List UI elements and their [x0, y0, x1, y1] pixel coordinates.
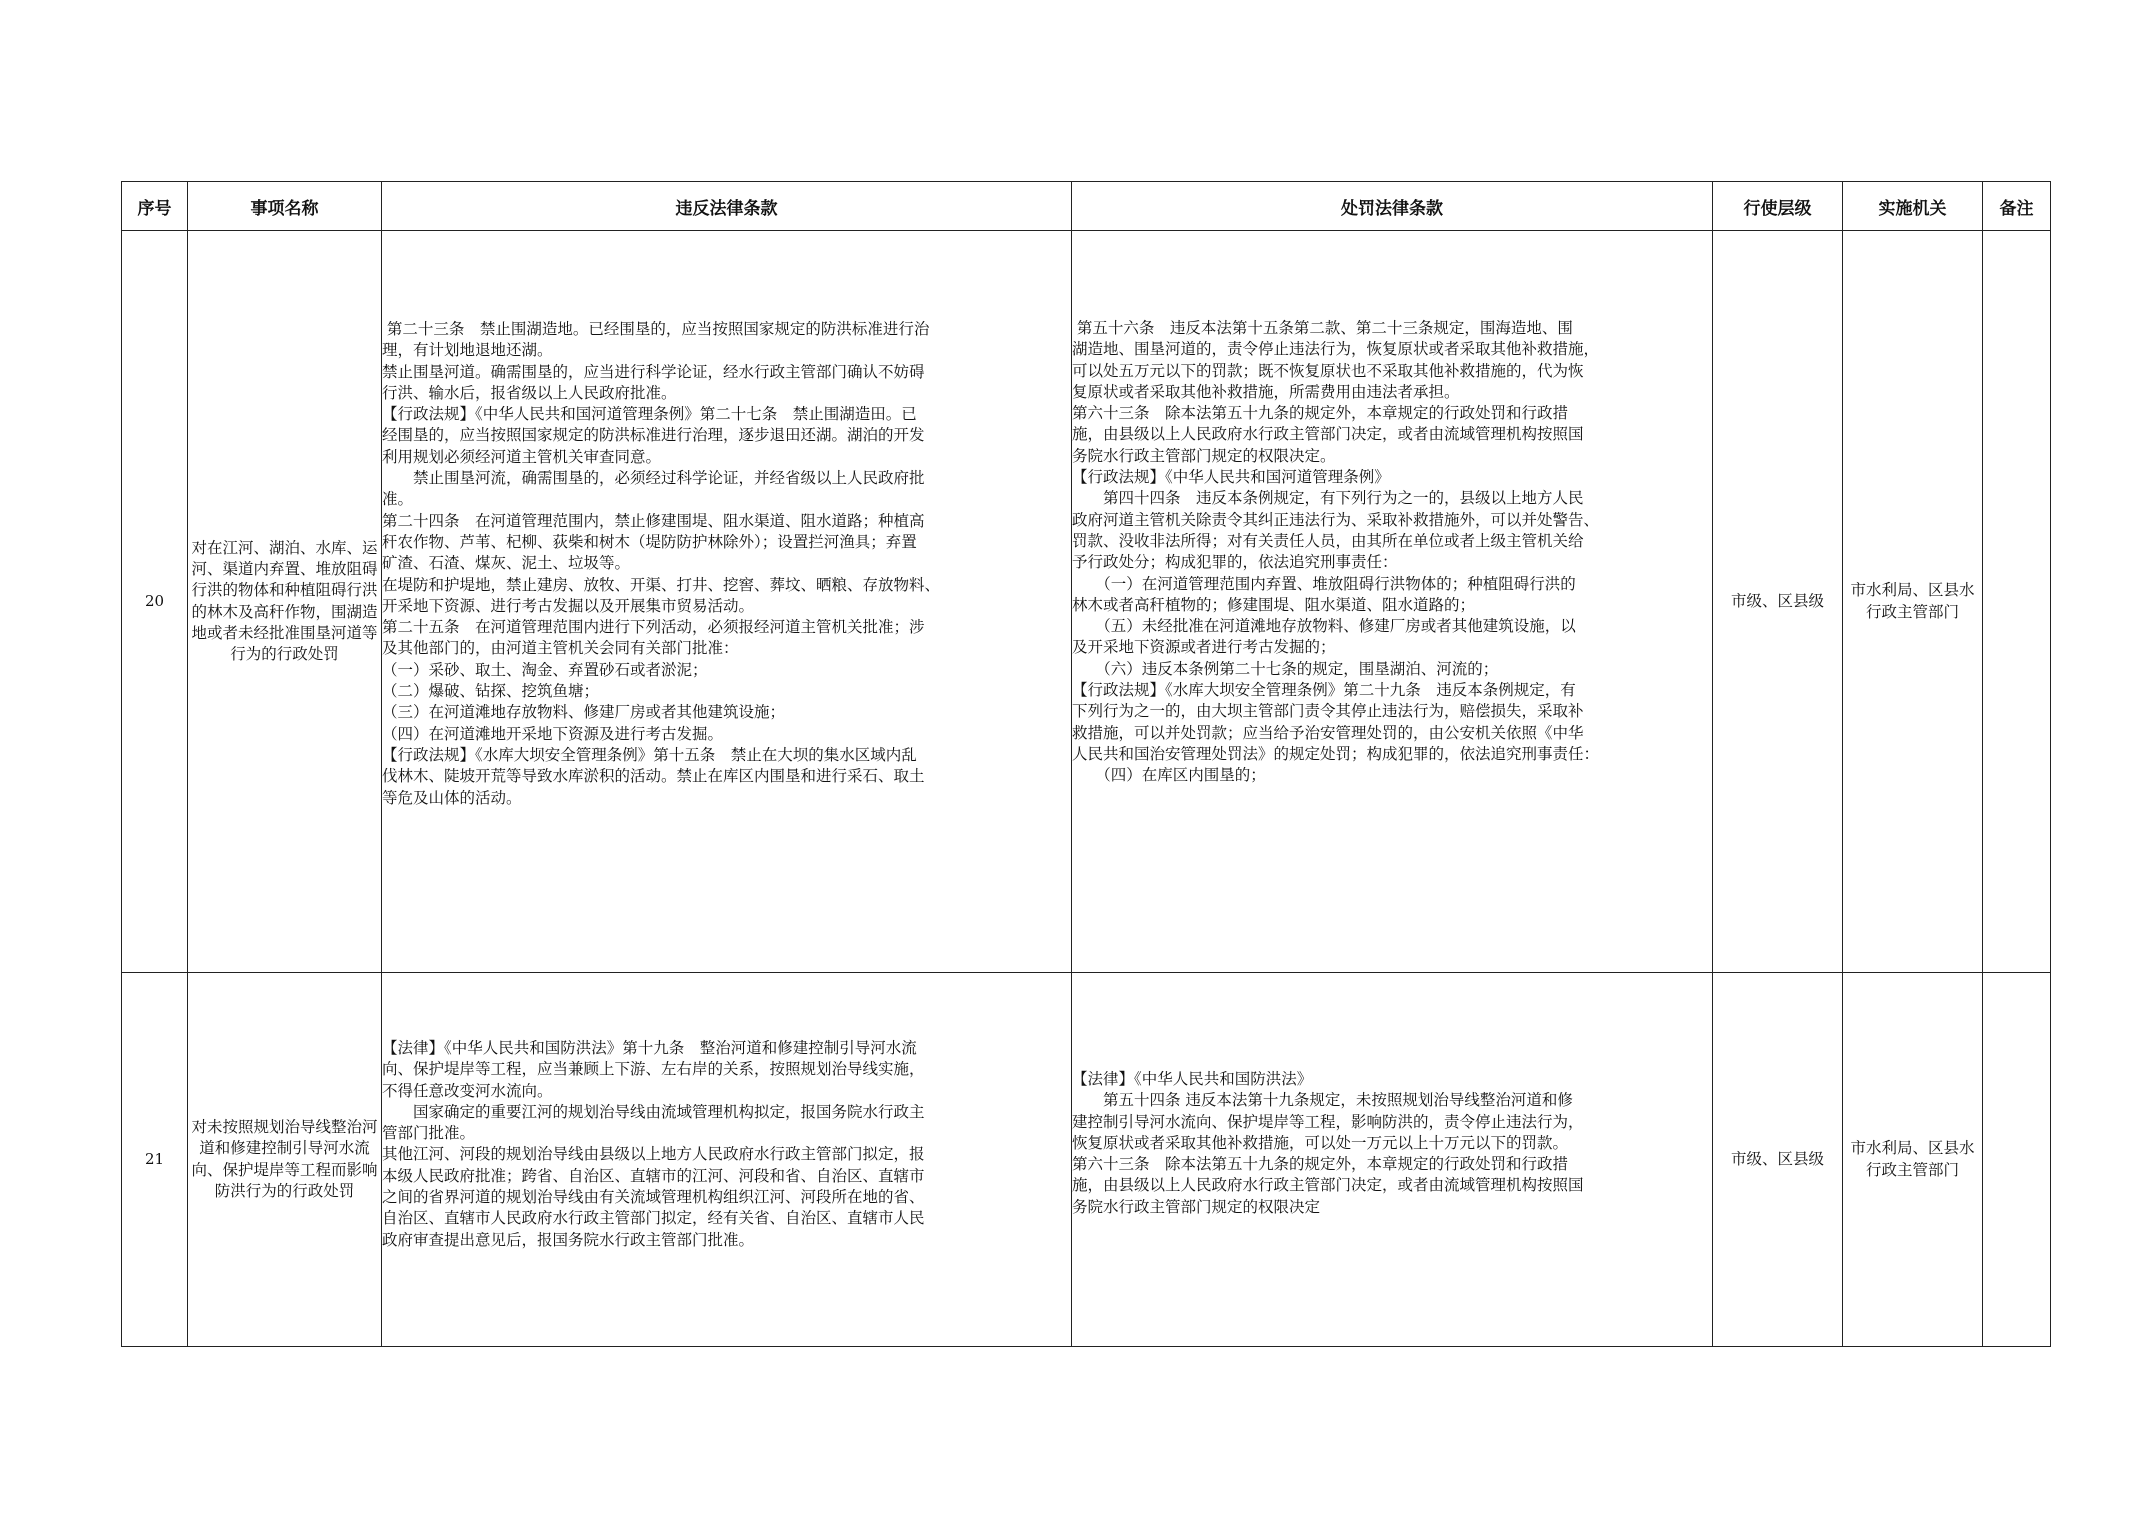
clause-line: 政府审查提出意见后，报国务院水行政主管部门批准。 [382, 1230, 755, 1249]
clause-line: 在堤防和护堤地，禁止建房、放牧、开渠、打井、挖窖、葬坟、晒粮、存放物料、 [382, 575, 941, 594]
clause-line: 之间的省界河道的规划治导线由有关流域管理机构组织江河、河段所在地的省、 [382, 1188, 925, 1207]
clause-line: 【行政法规】《水库大坝安全管理条例》第十五条 禁止在大坝的集水区域内乱 [382, 745, 917, 764]
header-seq: 序号 [122, 182, 188, 231]
clause-line: 及其他部门的，由河道主管机关会同有关部门批准： [382, 639, 739, 658]
clause-line: 人民共和国治安管理处罚法》的规定处罚；构成犯罪的，依法追究刑事责任： [1072, 744, 1600, 763]
clause-line: 第二十三条 禁止围湖造地。已经围垦的，应当按照国家规定的防洪标准进行治 [382, 320, 930, 338]
clause-line: （三）在河道滩地存放物料、修建厂房或者其他建筑设施； [382, 703, 786, 722]
clause-line: 湖造地、围垦河道的，责令停止违法行为，恢复原状或者采取其他补救措施， [1072, 340, 1600, 359]
clause-line: （四）在库区内围垦的； [1072, 766, 1266, 785]
clause-line: 第六十三条 除本法第五十九条的规定外，本章规定的行政处罚和行政措 [1072, 404, 1569, 423]
row-level: 市级、区县级 [1713, 231, 1843, 973]
clause-line: （一）在河道管理范围内弃置、堆放阻碍行洪物体的；种植阻碍行洪的 [1072, 574, 1576, 593]
clause-line: 【法律】《中华人民共和国防洪法》第十九条 整治河道和修建控制引导河水流 [382, 1039, 917, 1057]
clause-line: 第六十三条 除本法第五十九条的规定外，本章规定的行政处罚和行政措 [1072, 1155, 1569, 1174]
row-seq: 20 [122, 231, 188, 973]
row-remark [1983, 231, 2051, 973]
clause-line: 经围垦的，应当按照国家规定的防洪标准进行治理，逐步退田还湖。湖泊的开发 [382, 426, 925, 445]
row-remark [1983, 973, 2051, 1347]
clause-line: 施，由县级以上人民政府水行政主管部门决定，或者由流域管理机构按照国 [1072, 1176, 1584, 1195]
header-item-name: 事项名称 [188, 182, 382, 231]
clause-line: 向、保护堤岸等工程，应当兼顾上下游、左右岸的关系，按照规划治导线实施， [382, 1060, 925, 1079]
header-authority: 实施机关 [1843, 182, 1983, 231]
row-level: 市级、区县级 [1713, 973, 1843, 1347]
clause-line: 务院水行政主管部门规定的权限决定。 [1072, 446, 1336, 465]
clause-line: 禁止围垦河流，确需围垦的，必须经过科学论证，并经省级以上人民政府批 [382, 469, 925, 488]
clause-line: 国家确定的重要江河的规划治导线由流域管理机构拟定，报国务院水行政主 [382, 1102, 925, 1121]
clause-line: 【行政法规】《中华人民共和国河道管理条例》 [1072, 468, 1390, 487]
clause-line: （五）未经批准在河道滩地存放物料、修建厂房或者其他建筑设施，以 [1072, 617, 1576, 636]
clause-line: 等危及山体的活动。 [382, 788, 522, 807]
clause-line: 其他江河、河段的规划治导线由县级以上地方人民政府水行政主管部门拟定，报 [382, 1145, 925, 1164]
enforcement-items-table [121, 181, 2051, 1347]
row-violation-clauses [382, 973, 1072, 1347]
clause-line: 行洪、输水后，报省级以上人民政府批准。 [382, 383, 677, 402]
clause-line: 政府河道主管机关除责令其纠正违法行为、采取补救措施外，可以并处警告、 [1072, 510, 1600, 529]
clause-line: 【法律】《中华人民共和国防洪法》 [1072, 1070, 1313, 1088]
clause-line: 第二十四条 在河道管理范围内，禁止修建围堤、阻水渠道、阻水道路；种植高 [382, 511, 925, 530]
clause-line: 第五十六条 违反本法第十五条第二款、第二十三条规定，围海造地、围 [1072, 319, 1573, 337]
clause-line: （一）采砂、取土、淘金、弃置砂石或者淤泥； [382, 660, 708, 679]
clause-line: 管部门批准。 [382, 1124, 476, 1143]
clause-line: 理，有计划地退地还湖。 [382, 341, 553, 360]
clause-line: 恢复原状或者采取其他补救措施，可以处一万元以上十万元以下的罚款。 [1072, 1133, 1569, 1152]
clause-line: 伐林木、陡坡开荒等导致水库淤积的活动。禁止在库区内围垦和进行采石、取土 [382, 767, 925, 786]
clause-line: 救措施，可以并处罚款；应当给予治安管理处罚的，由公安机关依照《中华 [1072, 723, 1584, 742]
clause-line: （二）爆破、钻探、挖筑鱼塘； [382, 682, 600, 701]
clause-line: 【行政法规】《中华人民共和国河道管理条例》第二十七条 禁止围湖造田。已 [382, 405, 917, 424]
header-level: 行使层级 [1713, 182, 1843, 231]
clause-line: 秆农作物、芦苇、杞柳、荻柴和树木（堤防防护林除外）；设置拦河渔具；弃置 [382, 532, 917, 551]
header-penalty: 处罚法律条款 [1072, 182, 1713, 231]
header-row [122, 182, 2051, 231]
row-authority: 市水利局、区县水行政主管部门 [1843, 973, 1983, 1347]
row-item-name: 对未按照规划治导线整治河道和修建控制引导河水流向、保护堤岸等工程而影响防洪行为的行政处罚 [188, 973, 382, 1347]
clause-line: 及开采地下资源或者进行考古发掘的； [1072, 638, 1336, 657]
row-penalty-clauses [1072, 973, 1713, 1347]
clause-line: 第二十五条 在河道管理范围内进行下列活动，必须报经河道主管机关批准；涉 [382, 618, 925, 637]
clause-line: 【行政法规】《水库大坝安全管理条例》第二十九条 违反本条例规定，有 [1072, 681, 1576, 700]
clause-line: 予行政处分；构成犯罪的，依法追究刑事责任： [1072, 553, 1398, 572]
clause-line: 本级人民政府批准；跨省、自治区、直辖市的江河、河段和省、自治区、直辖市 [382, 1166, 925, 1185]
clause-line: 开采地下资源、进行考古发掘以及开展集市贸易活动。 [382, 596, 755, 615]
clause-line: 矿渣、石渣、煤灰、泥土、垃圾等。 [382, 554, 631, 573]
clause-line: 第五十四条 违反本法第十九条规定，未按照规划治导线整治河道和修 [1072, 1091, 1573, 1110]
clause-line: 准。 [382, 490, 414, 509]
clause-line: 利用规划必须经河道主管机关审查同意。 [382, 447, 662, 466]
clause-line: 务院水行政主管部门规定的权限决定 [1072, 1197, 1321, 1216]
row-authority: 市水利局、区县水行政主管部门 [1843, 231, 1983, 973]
clause-line: 罚款、没收非法所得；对有关责任人员，由其所在单位或者上级主管机关给 [1072, 531, 1584, 550]
clause-line: （四）在河道滩地开采地下资源及进行考古发掘。 [382, 724, 724, 743]
clause-line: （六）违反本条例第二十七条的规定，围垦湖泊、河流的； [1072, 659, 1499, 678]
header-remark: 备注 [1983, 182, 2051, 231]
row-penalty-clauses [1072, 231, 1713, 973]
clause-line: 复原状或者采取其他补救措施，所需费用由违法者承担。 [1072, 382, 1460, 401]
clause-line: 林木或者高秆植物的；修建围堤、阻水渠道、阻水道路的； [1072, 595, 1476, 614]
header-violation: 违反法律条款 [382, 182, 1072, 231]
clause-line: 下列行为之一的，由大坝主管部门责令其停止违法行为，赔偿损失，采取补 [1072, 702, 1584, 721]
clause-line: 施，由县级以上人民政府水行政主管部门决定，或者由流域管理机构按照国 [1072, 425, 1584, 444]
clause-line: 禁止围垦河道。确需围垦的，应当进行科学论证，经水行政主管部门确认不妨碍 [382, 362, 925, 381]
row-seq: 21 [122, 973, 188, 1347]
clause-line: 不得任意改变河水流向。 [382, 1081, 553, 1100]
clause-line: 建控制引导河水流向、保护堤岸等工程，影响防洪的，责令停止违法行为， [1072, 1112, 1584, 1131]
row-item-name: 对在江河、湖泊、水库、运河、渠道内弃置、堆放阻碍行洪的物体和种植阻碍行洪的林木及高秆作物，围湖造地或者未经批准围垦河道等行为的行政处罚 [188, 231, 382, 973]
table-row [122, 973, 2051, 1347]
clause-line: 可以处五万元以下的罚款；既不恢复原状也不采取其他补救措施的，代为恢 [1072, 361, 1584, 380]
clause-line: 自治区、直辖市人民政府水行政主管部门拟定，经有关省、自治区、直辖市人民 [382, 1209, 925, 1228]
table-row [122, 231, 2051, 973]
clause-line: 第四十四条 违反本条例规定，有下列行为之一的，县级以上地方人民 [1072, 489, 1584, 508]
row-violation-clauses [382, 231, 1072, 973]
